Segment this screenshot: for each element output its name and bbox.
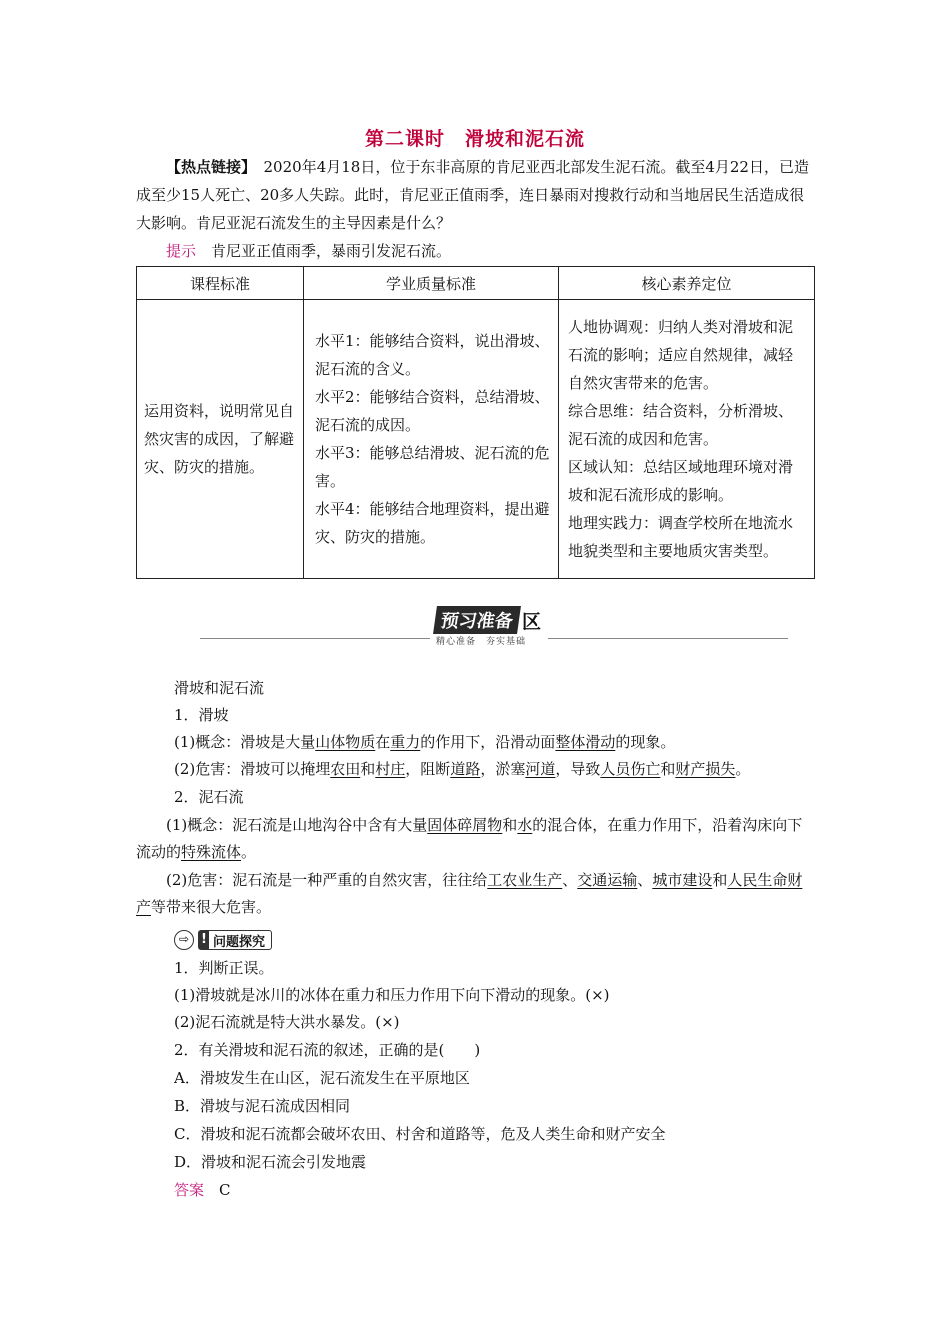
quality-level-2: 水平2：能够结合资料，总结滑坡、泥石流的成因。 [315,388,550,434]
arrow-circle-icon: ⇨ [174,930,194,950]
hot-link-paragraph [136,153,816,237]
header-core-literacy: 核心素养定位 [559,267,815,300]
table-header-row [137,267,815,300]
literacy-item-2: 综合思维：结合资料，分析滑坡、泥石流的成因和危害。 [568,402,794,448]
literacy-item-1: 人地协调观：归纳人类对滑坡和泥石流的影响；适应自然规律，减轻自然灾害带来的危害。 [568,318,794,392]
landslide-harm: (2)危害：滑坡可以掩埋农田和村庄，阻断道路，淤塞河道，导致人员伤亡和财产损失。 [174,760,751,778]
question-explore-tag [174,930,272,950]
section-heading: 滑坡和泥石流 [174,679,265,697]
question-tag-label: 问题探究 [213,934,266,950]
option-b: B．滑坡与泥石流成因相同 [174,1097,351,1115]
hint-paragraph [136,237,816,265]
preview-banner [435,606,541,634]
cell-course-standard: 运用资料，说明常见自然灾害的成因，了解避灾、防灾的措施。 [137,300,304,579]
option-a: A．滑坡发生在山区，泥石流发生在平原地区 [174,1069,470,1087]
lesson-title: 第二课时 滑坡和泥石流 [364,128,585,150]
hot-link-text: 2020年4月18日，位于东非高原的肯尼亚西北部发生泥石流。截至4月22日，已造成至少15人死亡、20多人失踪。此时，肯尼亚正值雨季，连日暴雨对搜救行动和当地居民生活造成很大影响。肯尼亚泥石流发生的主导因素是什么？ [136,158,809,232]
banner-main: 预习准备 [433,606,521,634]
cell-quality-standard [304,300,559,579]
exclamation-icon: ! [199,931,209,949]
hint-label: 提示 [166,242,197,260]
question-1: 1．判断正误。 [174,959,274,977]
question-2: 2．有关滑坡和泥石流的叙述，正确的是( ) [174,1041,481,1059]
debris-flow-concept: (1)概念：泥石流是山地沟谷中含有大量固体碎屑物和水的混合体，在重力作用下，沿着沟床向下流动的特殊流体。 [136,816,803,861]
banner-suffix: 区 [522,610,542,633]
landslide-concept: (1)概念：滑坡是大量山体物质在重力的作用下，沿滑动面整体滑动的现象。 [174,733,676,751]
landslide-title: 1．滑坡 [174,706,229,724]
hot-link-label: 【热点链接】 [166,158,249,176]
header-quality-standard: 学业质量标准 [304,267,559,300]
quality-level-1: 水平1：能够结合资料，说出滑坡、泥石流的含义。 [315,332,550,378]
literacy-item-3: 区域认知：总结区域地理环境对滑坡和泥石流形成的影响。 [568,458,794,504]
standards-table [136,266,815,579]
question-1b: (2)泥石流就是特大洪水暴发。(×) [174,1013,400,1031]
quality-level-3: 水平3：能够总结滑坡、泥石流的危害。 [315,444,550,490]
debris-flow-harm: (2)危害：泥石流是一种严重的自然灾害，往往给工农业生产、交通运输、城市建设和人民生命财产等带来很大危害。 [136,871,803,916]
table-body-row [137,300,815,579]
answer-line [174,1177,231,1203]
quality-level-4: 水平4：能够结合地理资料，提出避灾、防灾的措施。 [315,500,550,546]
answer-label: 答案 [174,1181,205,1199]
cell-core-literacy [559,300,815,579]
header-course-standard: 课程标准 [137,267,304,300]
hint-text: 肯尼亚正值雨季，暴雨引发泥石流。 [196,242,452,260]
banner-rule-right [548,638,788,639]
question-1a: (1)滑坡就是冰川的冰体在重力和压力作用下向下滑动的现象。(×) [174,986,610,1004]
option-c: C．滑坡和泥石流都会破坏农田、村舍和道路等，危及人类生命和财产安全 [174,1125,666,1143]
option-d: D．滑坡和泥石流会引发地震 [174,1153,367,1171]
debris-flow-title: 2．泥石流 [174,788,244,806]
banner-subtitle: 精心准备 夯实基础 [436,637,527,647]
literacy-item-4: 地理实践力：调查学校所在地流水地貌类型和主要地质灾害类型。 [568,514,794,560]
answer-value: C [204,1181,231,1199]
banner-rule-left [200,638,430,639]
